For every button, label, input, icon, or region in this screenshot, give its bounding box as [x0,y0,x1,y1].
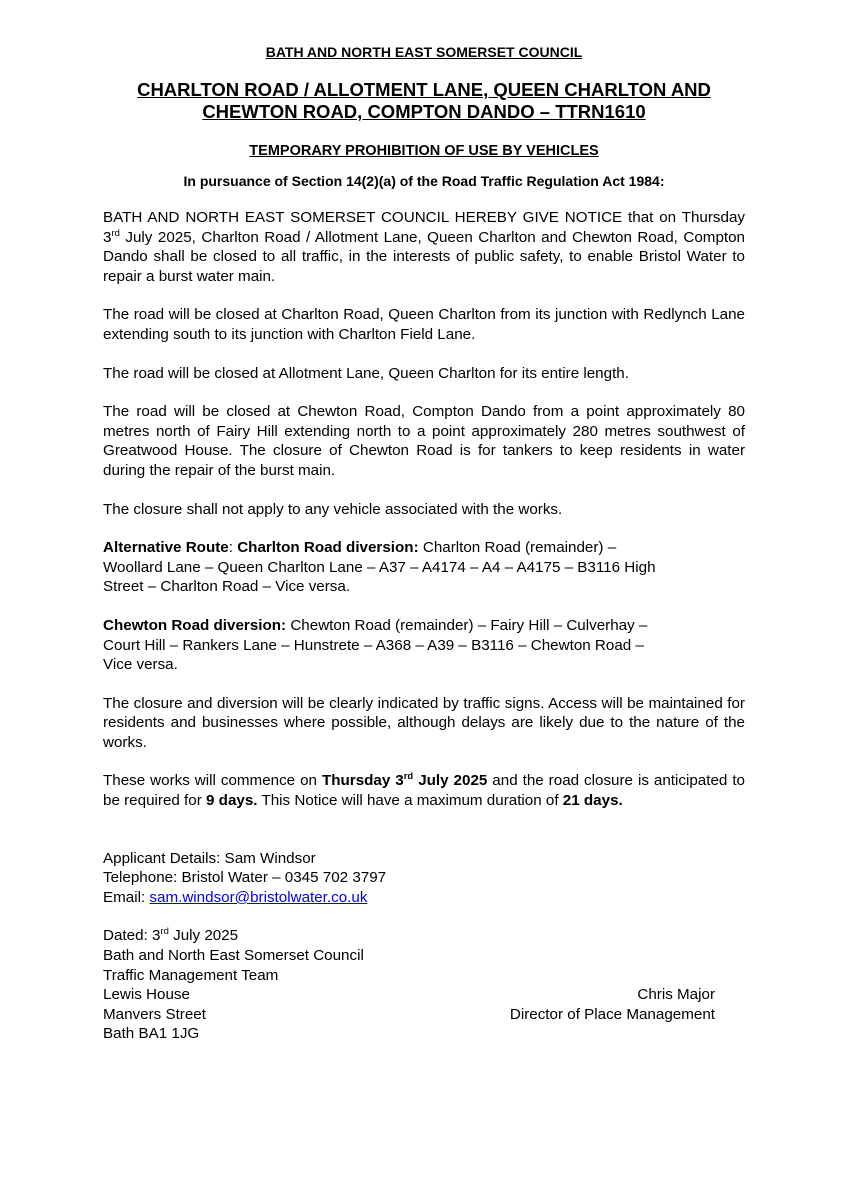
notice-title-line-1: CHARLTON ROAD / ALLOTMENT LANE, QUEEN CHARLTON AND [137,79,711,100]
commence-date-a: Thursday 3 [321,772,404,790]
notice-paragraph-allotment: The road will be closed at Allotment Lane, Queen Charlton for its entire length. [103,364,629,382]
signatory-block [510,985,715,1024]
notice-title-line-2: CHEWTON ROAD, COMPTON DANDO – TTRN1610 [202,101,646,122]
chewton-diversion-line-1 [103,616,745,636]
notice-page [103,42,745,1044]
notice-paragraph-charlton: The road will be closed at Charlton Road, Queen Charlton from its junction with Redlynch Lane extending south to its junction with Charlton Field Lane. [103,306,745,343]
chewton-diversion-label: Chewton Road diversion: [103,616,287,634]
email-label: Email: [103,888,150,906]
intro-sup: rd [111,227,120,239]
commence-text-a: These works will commence on [103,772,322,790]
signatory-name: Chris Major [637,986,715,1004]
notice-paragraph-exemption: The closure shall not apply to any vehicle associated with the works. [103,500,563,518]
address-line-5: Bath BA1 1JG [103,1025,200,1043]
alt-route-colon: : [228,539,238,557]
duration-days: 9 days. [206,792,258,810]
applicant-telephone: Telephone: Bristol Water – 0345 702 3797 [103,869,387,887]
charlton-diversion [103,538,745,597]
applicant-name: Applicant Details: Sam Windsor [103,849,316,867]
council-heading: BATH AND NORTH EAST SOMERSET COUNCIL [265,44,583,60]
applicant-details [103,849,745,908]
charlton-diversion-line-2: Woollard Lane – Queen Charlton Lane – A37 – A4174 – A4 – A4175 – B3116 High [103,558,656,576]
charlton-diversion-line-1 [103,538,745,558]
commence-text-f: This Notice will have a maximum duration of [257,792,563,810]
notice-paragraph-chewton: The road will be closed at Chewton Road, Compton Dando from a point approximately 80 metres north of Fairy Hill extending north to a point approximately 280 metres southwest of Greatwood House. The closure of Chewton Road is for tankers to keep residents in water during the repair of the burst main. [103,403,745,479]
address-line-3: Lewis House [103,986,190,1004]
applicant-email-line [103,888,745,908]
dated-sup: rd [160,926,169,938]
chewton-diversion-line-3: Vice versa. [103,656,178,674]
dated-line [103,926,715,946]
notice-body [103,208,745,1044]
alt-route-label: Alternative Route [103,539,229,557]
address-line-4: Manvers Street [103,1005,206,1023]
intro-text-a: BATH AND NORTH EAST SOMERSET COUNCIL HEREBY GIVE NOTICE that on Thursday 3 [103,209,745,246]
chewton-diversion-text-1: Chewton Road (remainder) – Fairy Hill – Culverhay – [286,616,648,634]
address-line-2: Traffic Management Team [103,966,279,984]
charlton-diversion-line-3: Street – Charlton Road – Vice versa. [103,578,351,596]
notice-subtitle: TEMPORARY PROHIBITION OF USE BY VEHICLES [249,143,599,159]
dated-block [103,926,715,1044]
commence-text-d: and the road closure is anticipated to be required for [103,772,745,810]
charlton-diversion-label: Charlton Road diversion: [237,539,419,557]
charlton-diversion-text-1: Charlton Road (remainder) – [418,539,617,557]
commence-date-sup: rd [403,771,414,783]
address-line-1: Bath and North East Somerset Council [103,947,364,965]
notice-title [103,79,745,123]
email-link[interactable]: sam.windsor@bristolwater.co.uk [149,888,368,906]
dated-rest: July 2025 [168,927,239,945]
intro-text-b: July 2025, Charlton Road / Allotment Lane, Queen Charlton and Chewton Road, Compton Dando shall be closed to all traffic, in the interests of public safety, to enable Bristol Water to repair a burst water main. [103,228,745,285]
max-duration-days: 21 days. [562,792,623,810]
commencement-paragraph [103,771,745,810]
signatory-role: Director of Place Management [509,1005,715,1023]
legal-basis: In pursuance of Section 14(2)(a) of the Road Traffic Regulation Act 1984: [183,173,665,189]
commence-date-b: July 2025 [413,772,488,790]
chewton-diversion-line-2: Court Hill – Rankers Lane – Hunstrete – A368 – A39 – B3116 – Chewton Road – [103,636,644,654]
notice-paragraph-intro [103,208,745,286]
chewton-diversion [103,616,745,675]
dated-label: Dated: 3 [103,927,161,945]
traffic-signs-paragraph: The closure and diversion will be clearly indicated by traffic signs. Access will be maintained for residents and businesses where possible, although delays are likely due to the nature of the works. [103,694,745,751]
